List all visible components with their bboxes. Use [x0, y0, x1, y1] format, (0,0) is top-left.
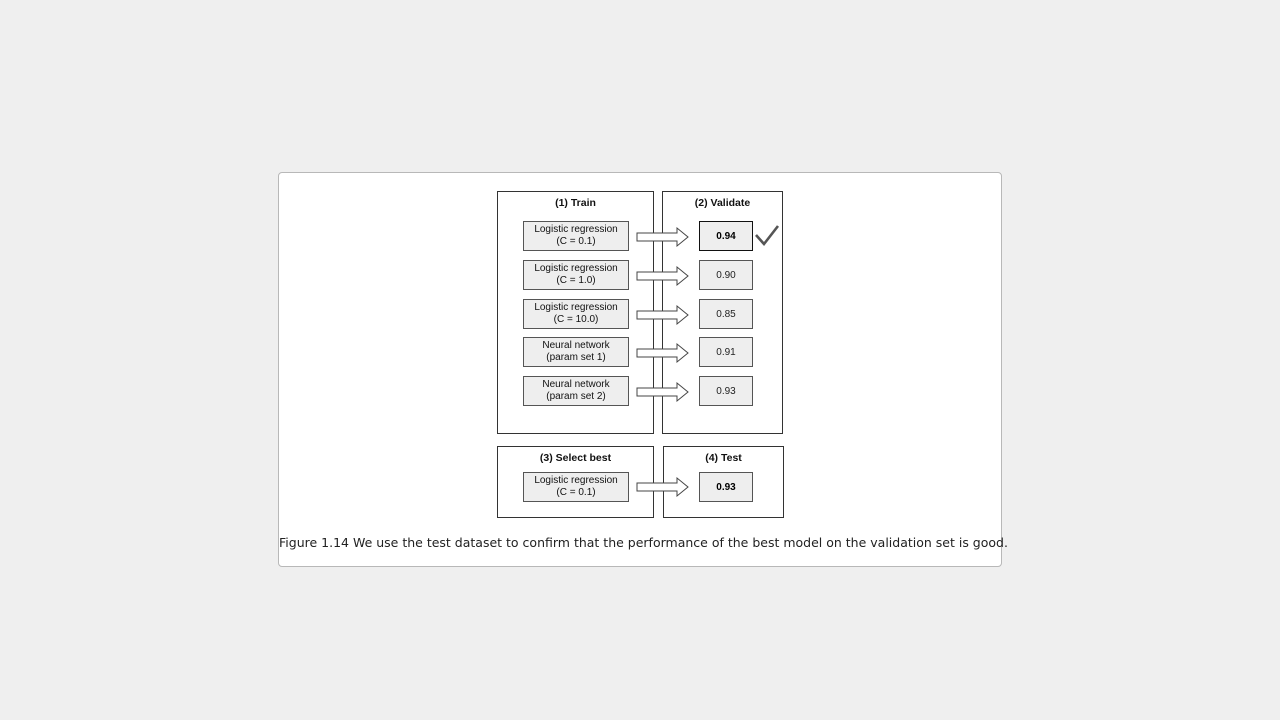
model-name: Logistic regression [534, 301, 618, 313]
train-panel-title: (1) Train [555, 197, 596, 209]
model-name: Logistic regression [534, 262, 618, 274]
model-name: Neural network [542, 378, 610, 390]
select-best-panel-title: (3) Select best [539, 452, 612, 464]
score-box: 0.93 [699, 376, 753, 406]
model-box [523, 221, 629, 251]
model-box [523, 376, 629, 406]
score-box: 0.85 [699, 299, 753, 329]
model-params: (C = 0.1) [556, 236, 596, 247]
outline-arrow-icon [637, 305, 689, 325]
model-box [523, 260, 629, 290]
model-box [523, 337, 629, 367]
outline-arrow-icon [637, 266, 689, 286]
model-name: Neural network [542, 339, 610, 351]
figure-card [278, 172, 1008, 567]
outline-arrow-icon [637, 477, 689, 497]
outline-arrow-icon [637, 343, 689, 363]
model-params: (C = 10.0) [553, 314, 599, 325]
score-box-best: 0.94 [699, 221, 753, 251]
model-box [523, 299, 629, 329]
model-params: (param set 1) [546, 352, 606, 363]
model-name: Logistic regression [534, 223, 618, 235]
test-score-box: 0.93 [699, 472, 753, 502]
figure-caption: Figure 1.14 We use the test dataset to confirm that the performance of the best model on the validation set is good. [279, 535, 1008, 550]
model-params: (C = 1.0) [556, 275, 596, 286]
score-box: 0.90 [699, 260, 753, 290]
outline-arrow-icon [637, 382, 689, 402]
validate-panel-title: (2) Validate [694, 197, 751, 209]
checkmark-icon [754, 224, 780, 246]
selected-model-params: (C = 0.1) [556, 487, 596, 498]
model-params: (param set 2) [546, 391, 606, 402]
selected-model-name: Logistic regression [534, 474, 618, 486]
outline-arrow-icon [637, 227, 689, 247]
selected-model-box [523, 472, 629, 502]
test-panel-title: (4) Test [705, 452, 742, 464]
score-box: 0.91 [699, 337, 753, 367]
